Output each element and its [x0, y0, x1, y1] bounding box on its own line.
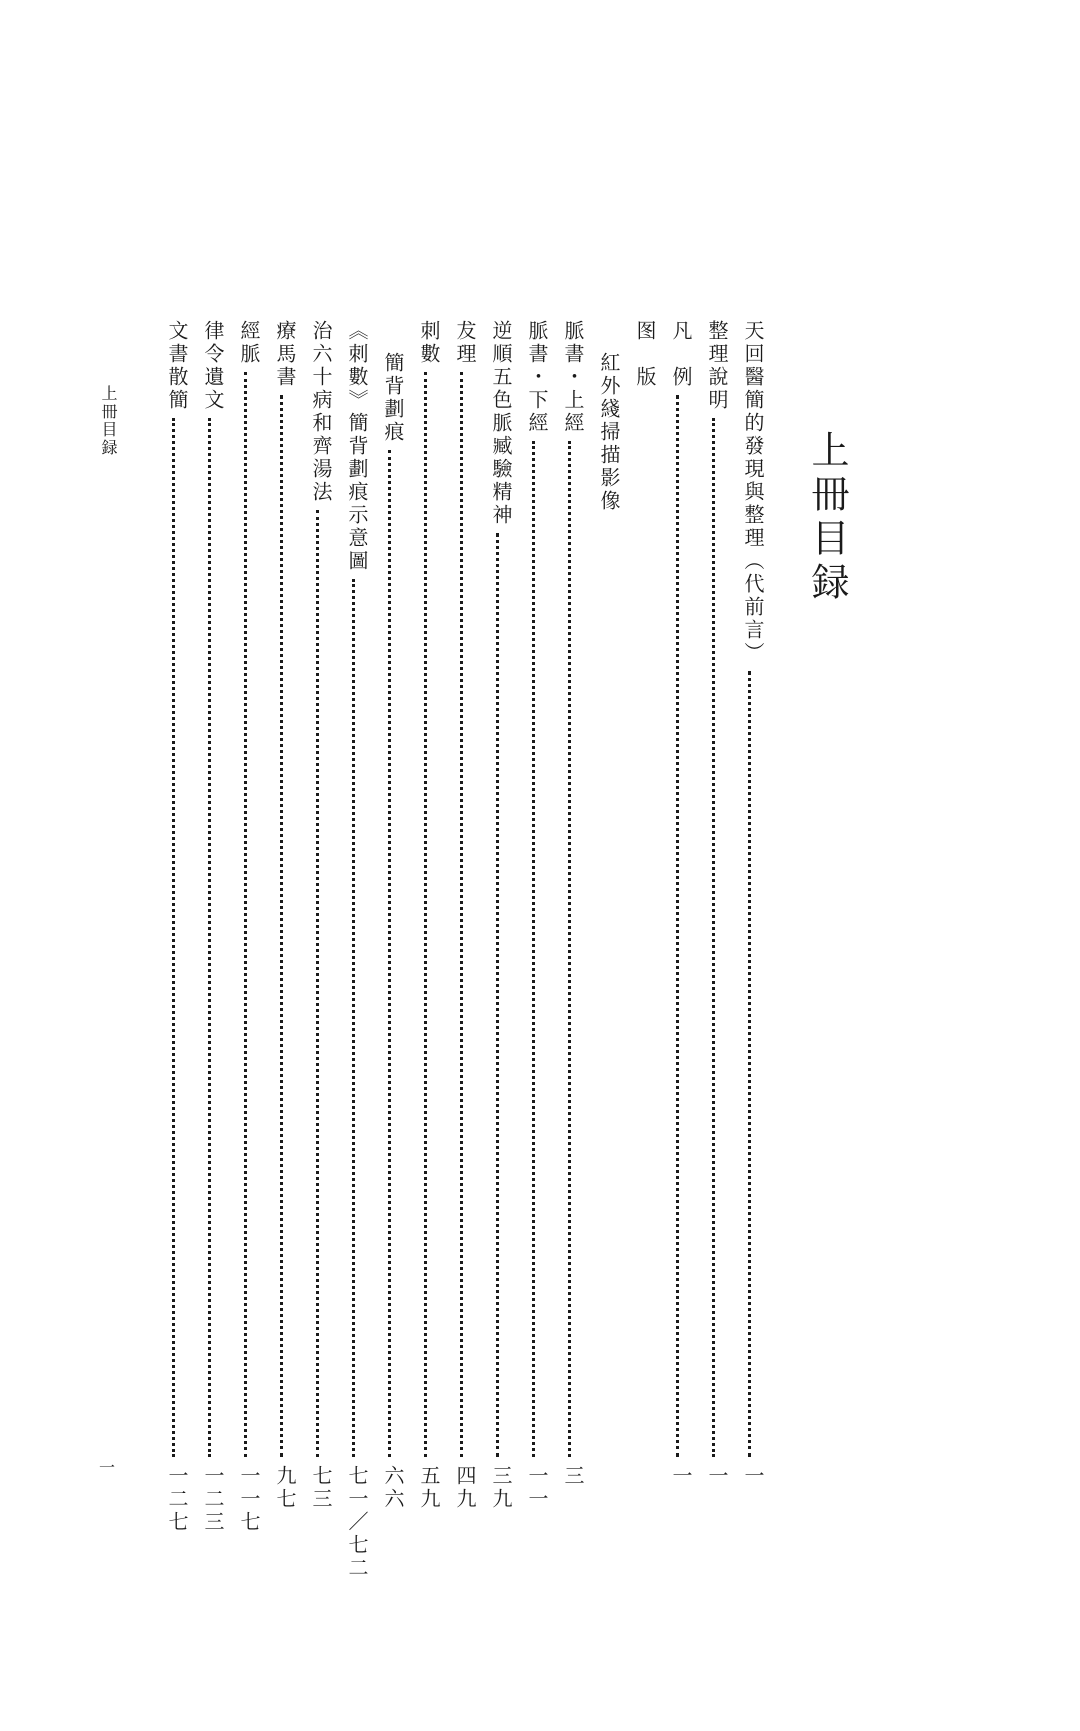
- toc-entry-page: 一: [669, 1465, 693, 1488]
- toc-entry-page: 一一七: [237, 1465, 261, 1534]
- toc-entry-title: 天回醫簡的發現與整理（代前言）: [741, 320, 765, 665]
- toc-subheading[interactable]: [591, 320, 621, 1520]
- dot-leader: [244, 372, 247, 1457]
- toc-entry-page: 一: [705, 1465, 729, 1488]
- toc-entry[interactable]: [231, 320, 261, 1534]
- toc-entry-page: 七三: [309, 1465, 333, 1511]
- toc-entry-title: 刺數: [417, 320, 441, 366]
- toc-entry-page: 七一／七二: [345, 1465, 369, 1580]
- toc-entry-title: 脈書・上經: [561, 320, 585, 435]
- dot-leader: [532, 441, 535, 1457]
- running-head: 上冊目録: [99, 385, 118, 457]
- toc-entry[interactable]: [339, 320, 369, 1580]
- toc-entry[interactable]: [303, 320, 333, 1520]
- toc-entry-page: 一: [741, 1465, 765, 1488]
- toc-entry[interactable]: [519, 320, 549, 1520]
- toc-entry-title: 律令遺文: [201, 320, 225, 412]
- dot-leader: [424, 372, 427, 1457]
- toc-entry-page: 九七: [273, 1465, 297, 1511]
- toc-entry-page: 一二七: [165, 1465, 189, 1534]
- toc-entry[interactable]: [663, 320, 693, 1520]
- dot-leader: [280, 395, 283, 1457]
- toc-entry[interactable]: [159, 320, 189, 1534]
- toc-entry[interactable]: [267, 320, 297, 1520]
- dot-leader: [352, 579, 355, 1457]
- toc-entry-page: 六六: [381, 1465, 405, 1511]
- toc-entry[interactable]: [447, 320, 477, 1520]
- toc-entry-title: 文書散簡: [165, 320, 189, 412]
- toc-entry[interactable]: [483, 320, 513, 1520]
- toc-entry-title: 治六十病和齊湯法: [309, 320, 333, 504]
- toc-entry[interactable]: [375, 320, 405, 1520]
- toc-entry-title: 犮理: [453, 320, 477, 366]
- toc-entry-title: 《刺數》簡背劃痕示意圖: [345, 320, 369, 573]
- toc-entry[interactable]: [555, 320, 585, 1520]
- dot-leader: [568, 441, 571, 1457]
- toc-entry-title: 經脈: [237, 320, 261, 366]
- dot-leader: [316, 510, 319, 1457]
- page-title: 上冊目録: [805, 430, 849, 606]
- toc-entry[interactable]: [411, 320, 441, 1520]
- dot-leader: [388, 450, 391, 1457]
- toc-entry-page: 五九: [417, 1465, 441, 1511]
- toc-entry-page: 三九: [489, 1465, 513, 1511]
- dot-leader: [712, 418, 715, 1457]
- toc-entry-page: 一二三: [201, 1465, 225, 1534]
- dot-leader: [748, 671, 751, 1457]
- toc-entry-title: 图 版: [633, 320, 657, 389]
- toc-section-heading[interactable]: [627, 320, 657, 1520]
- page-number: 一: [99, 1458, 116, 1477]
- dot-leader: [676, 395, 679, 1457]
- dot-leader: [496, 533, 499, 1457]
- toc-entry-title: 療馬書: [273, 320, 297, 389]
- toc-entry-page: 四九: [453, 1465, 477, 1511]
- toc-entry[interactable]: [735, 320, 765, 1520]
- toc-entry-page: 三: [561, 1465, 585, 1488]
- toc-entry-title: 逆順五色脈臧驗精神: [489, 320, 513, 527]
- toc-entry-title: 凡 例: [669, 320, 693, 389]
- dot-leader: [460, 372, 463, 1457]
- toc-entry[interactable]: [195, 320, 225, 1534]
- toc-entry-title: 紅外綫掃描影像: [597, 352, 621, 513]
- dot-leader: [172, 418, 175, 1457]
- toc-entry-title: 脈書・下經: [525, 320, 549, 435]
- dot-leader: [208, 418, 211, 1457]
- toc-entry-title: 簡背劃痕: [381, 352, 405, 444]
- toc-entry[interactable]: [699, 320, 729, 1520]
- toc-entry-title: 整理說明: [705, 320, 729, 412]
- toc-entry-page: 一一: [525, 1465, 549, 1511]
